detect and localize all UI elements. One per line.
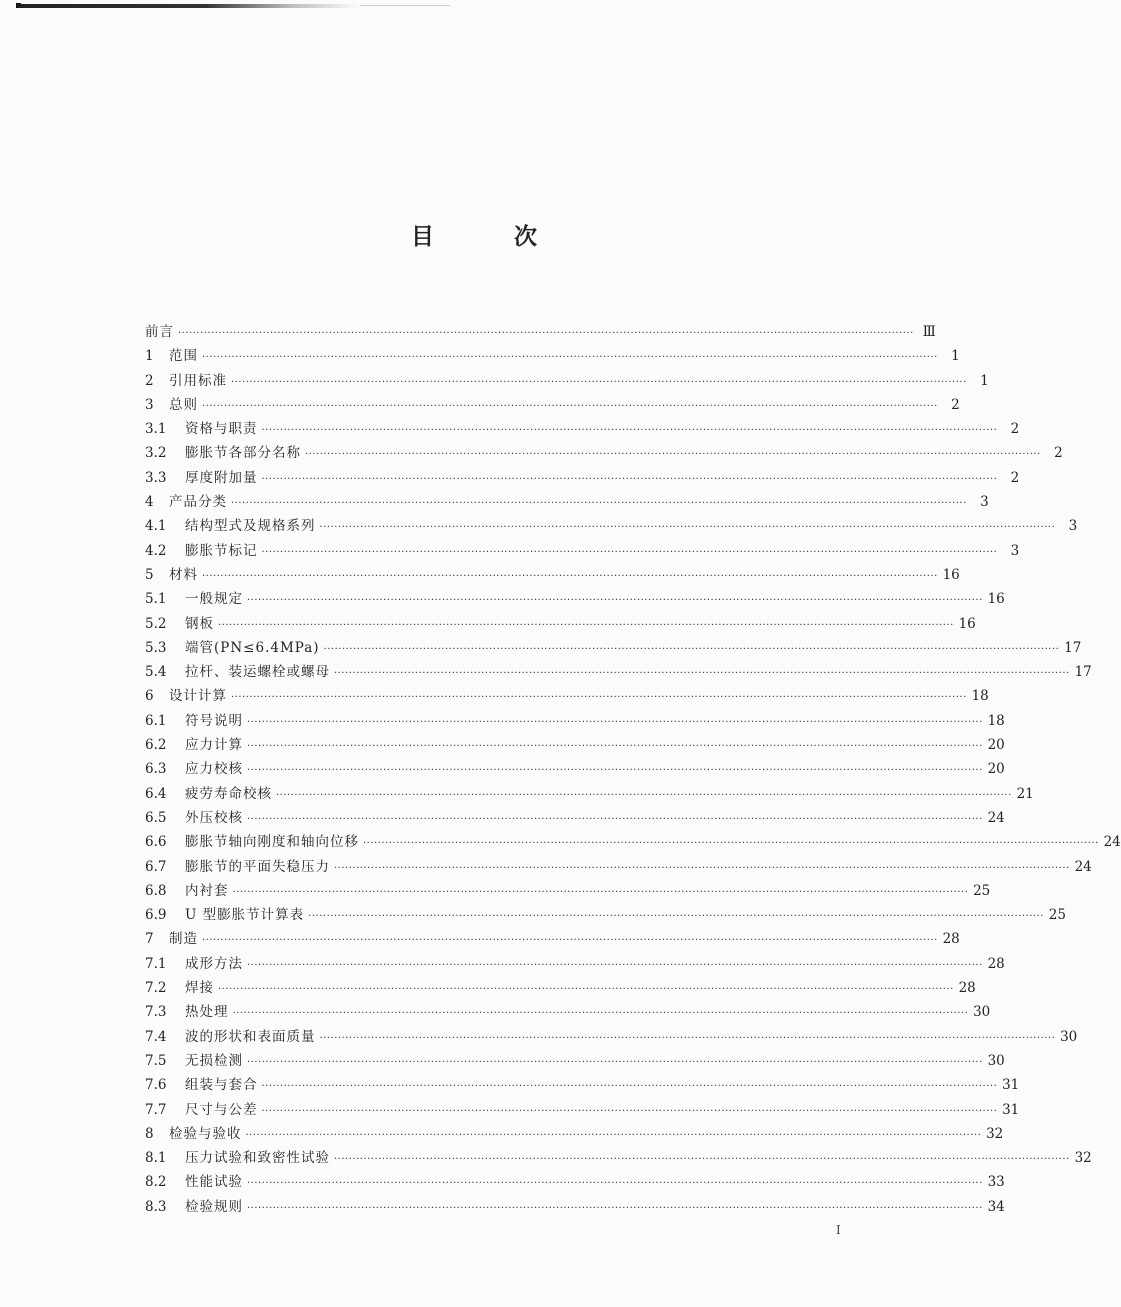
toc-entry[interactable] xyxy=(145,441,1063,465)
toc-entry-page: 31 xyxy=(1002,1077,1020,1094)
dot-leader: ········································································································································································································ xyxy=(261,1081,998,1093)
toc-entry-page: 3 xyxy=(980,494,989,511)
toc-entry-label: 材料 xyxy=(169,566,198,583)
toc-entry-label: 无损检测 xyxy=(185,1052,243,1069)
toc-entry[interactable] xyxy=(145,879,991,903)
dot-leader: ········································································································································································································ xyxy=(247,716,983,728)
toc-entry-label: 资格与职责 xyxy=(185,421,258,438)
toc-entry-number: 6.9 xyxy=(145,907,167,924)
toc-entry[interactable] xyxy=(145,709,1005,733)
toc-entry[interactable] xyxy=(145,1049,1005,1073)
dot-leader: ········································································································································································································ xyxy=(202,352,938,364)
dot-leader: ········································································································································································································ xyxy=(261,425,998,437)
toc-entry-label: 焊接 xyxy=(185,980,214,997)
toc-entry-page: 25 xyxy=(973,882,991,899)
toc-entry-number: 6.7 xyxy=(145,858,167,875)
toc-entry-page: 17 xyxy=(1064,639,1082,656)
toc-entry[interactable] xyxy=(145,612,976,636)
toc-entry-number: 4 xyxy=(145,494,154,511)
toc-entry[interactable] xyxy=(145,636,1082,660)
dot-leader: ········································································································································································································ xyxy=(247,1202,983,1214)
toc-entry[interactable] xyxy=(145,1146,1092,1170)
dot-leader: ········································································································································································································ xyxy=(218,984,954,996)
toc-entry-number: 5.1 xyxy=(145,591,167,608)
toc-entry[interactable] xyxy=(145,903,1066,927)
toc-entry-page: 32 xyxy=(1074,1150,1092,1167)
toc-entry-page: 32 xyxy=(986,1125,1004,1142)
toc-entry[interactable] xyxy=(145,514,1078,538)
toc-entry-page: 18 xyxy=(987,712,1005,729)
toc-entry[interactable] xyxy=(145,1195,1005,1219)
dot-leader: ········································································································································································································ xyxy=(247,959,983,971)
toc-entry[interactable] xyxy=(145,830,1121,854)
toc-entry-label: 膨胀节标记 xyxy=(185,542,258,559)
dot-leader: ········································································································································································································ xyxy=(305,449,1041,461)
toc-entry[interactable] xyxy=(145,369,989,393)
dot-leader: ········································································································································································································ xyxy=(231,376,967,388)
toc-entry-label: 尺寸与公差 xyxy=(185,1101,258,1118)
toc-entry[interactable] xyxy=(145,855,1092,879)
dot-leader: ········································································································································································································ xyxy=(245,1129,982,1141)
toc-entry-label: 波的形状和表面质量 xyxy=(185,1028,316,1045)
toc-entry-number: 6 xyxy=(145,688,154,705)
toc-entry-label: 膨胀节的平面失稳压力 xyxy=(185,858,330,875)
dot-leader: ········································································································································································································ xyxy=(308,911,1044,923)
toc-entry-number: 3.3 xyxy=(145,469,167,486)
toc-entry-label: 总则 xyxy=(169,396,198,413)
toc-entry-number: 5 xyxy=(145,566,154,583)
toc-entry-page: 20 xyxy=(987,761,1005,778)
toc-entry[interactable] xyxy=(145,1073,1020,1097)
toc-entry-number: 2 xyxy=(145,372,154,389)
toc-entry-page: 25 xyxy=(1048,907,1066,924)
toc-entry-page: 30 xyxy=(987,1052,1005,1069)
toc-entry-number: 8.2 xyxy=(145,1174,167,1191)
toc-entry-page: 33 xyxy=(987,1174,1005,1191)
toc-entry-label: 内衬套 xyxy=(185,882,229,899)
toc-entry-page: 3 xyxy=(1068,518,1078,535)
dot-leader: ········································································································································································································ xyxy=(363,838,1099,850)
toc-entry-label: 组装与套合 xyxy=(185,1077,258,1094)
page-title xyxy=(0,218,950,251)
toc-entry-label: 应力计算 xyxy=(185,737,243,754)
toc-entry-label: U 型膨胀节计算表 xyxy=(185,907,305,924)
toc-entry-page: 31 xyxy=(1002,1101,1020,1118)
toc-entry-label: 引用标准 xyxy=(169,372,227,389)
dot-leader: ········································································································································································································ xyxy=(319,522,1056,534)
toc-entry-label: 一般规定 xyxy=(185,591,243,608)
toc-entry-page: 16 xyxy=(958,615,976,632)
toc-entry-label: 检验与验收 xyxy=(169,1125,242,1142)
toc-entry[interactable] xyxy=(145,587,1005,611)
toc-entry-label: 钢板 xyxy=(185,615,214,632)
toc-entry[interactable] xyxy=(145,952,1005,976)
toc-entry[interactable] xyxy=(145,757,1005,781)
toc-entry-page: Ⅲ xyxy=(922,324,936,340)
toc-entry-page: 1 xyxy=(980,372,989,389)
dot-leader: ········································································································································································································ xyxy=(202,400,938,412)
dot-leader: ········································································································································································································ xyxy=(247,765,983,777)
toc-entry-page: 1 xyxy=(951,348,960,365)
toc-entry-number: 6.8 xyxy=(145,882,167,899)
scan-artifact xyxy=(18,4,358,8)
toc-entry-label: 外压校核 xyxy=(185,809,243,826)
toc-entry-label: 厚度附加量 xyxy=(185,469,258,486)
toc-entry[interactable] xyxy=(145,466,1020,490)
toc-entry-number: 7.6 xyxy=(145,1077,167,1094)
toc-entry-label: 压力试验和致密性试验 xyxy=(185,1150,330,1167)
toc-entry-number: 8.1 xyxy=(145,1150,167,1167)
dot-leader: ········································································································································································································ xyxy=(247,1178,983,1190)
toc-entry[interactable] xyxy=(145,976,976,1000)
dot-leader: ········································································································································································································ xyxy=(232,886,969,898)
toc-entry-page: 24 xyxy=(987,809,1005,826)
dot-leader: ········································································································································································································ xyxy=(247,1056,983,1068)
toc-entry-label: 膨胀节各部分名称 xyxy=(185,445,301,462)
dot-leader: ········································································································································································································ xyxy=(178,328,914,339)
toc-entry-number: 4.2 xyxy=(145,542,167,559)
dot-leader: ········································································································································································································ xyxy=(202,570,938,582)
toc-entry[interactable] xyxy=(145,782,1034,806)
toc-entry[interactable] xyxy=(145,1170,1005,1194)
toc-entry-page: 34 xyxy=(987,1198,1005,1215)
toc-entry[interactable] xyxy=(145,393,960,417)
toc-entry-number: 6.1 xyxy=(145,712,167,729)
toc-entry-page: 3 xyxy=(1010,542,1020,559)
toc-entry-number: 1 xyxy=(145,348,154,365)
toc-entry-number: 6.5 xyxy=(145,809,167,826)
toc-entry-number: 6.4 xyxy=(145,785,167,802)
dot-leader: ········································································································································································································ xyxy=(247,595,983,607)
toc-entry-number: 7.7 xyxy=(145,1101,167,1118)
dot-leader: ········································································································································································································ xyxy=(202,935,938,947)
toc-entry-page: 2 xyxy=(951,396,960,413)
toc-entry-label: 应力校核 xyxy=(185,761,243,778)
toc-entry-page: 24 xyxy=(1074,858,1092,875)
dot-leader: ········································································································································································································ xyxy=(334,1154,1070,1166)
toc-entry-number: 8 xyxy=(145,1125,154,1142)
dot-leader: ········································································································································································································ xyxy=(231,498,967,510)
toc-entry[interactable] xyxy=(145,1000,991,1024)
toc-entry[interactable] xyxy=(145,490,989,514)
toc-entry-page: 30 xyxy=(1060,1028,1078,1045)
dot-leader: ········································································································································································································ xyxy=(334,668,1070,680)
toc-entry-label: 端管(PN≤6.4MPa) xyxy=(185,639,320,656)
toc-entry-number: 6.3 xyxy=(145,761,167,778)
toc-entry[interactable] xyxy=(145,1025,1078,1049)
toc-entry-number: 8.3 xyxy=(145,1198,167,1215)
toc-entry[interactable] xyxy=(145,806,1005,830)
dot-leader: ········································································································································································································ xyxy=(247,813,983,825)
toc-entry-label: 疲劳寿命校核 xyxy=(185,785,272,802)
toc-entry[interactable] xyxy=(145,733,1005,757)
toc-entry[interactable] xyxy=(145,660,1092,684)
toc-entry[interactable] xyxy=(145,684,989,708)
dot-leader: ········································································································································································································ xyxy=(231,692,967,704)
toc-entry-label: 检验规则 xyxy=(185,1198,243,1215)
dot-leader: ········································································································································································································ xyxy=(261,473,998,485)
toc-entry-page: 24 xyxy=(1103,834,1121,851)
toc-entry-label: 结构型式及规格系列 xyxy=(185,518,316,535)
toc-entry[interactable] xyxy=(145,417,1020,441)
toc-entry-number: 7 xyxy=(145,931,154,948)
dot-leader: ········································································································································································································ xyxy=(232,1008,969,1020)
title-char: 次 xyxy=(514,224,539,250)
toc-entry-number: 7.5 xyxy=(145,1052,167,1069)
dot-leader: ········································································································································································································ xyxy=(261,546,998,558)
dot-leader: ········································································································································································································ xyxy=(276,789,1012,801)
toc-entry[interactable] xyxy=(145,320,936,344)
toc-entry-page: 20 xyxy=(987,737,1005,754)
toc-entry-number: 6.6 xyxy=(145,834,167,851)
toc-entry-label: 设计计算 xyxy=(169,688,227,705)
toc-entry-label: 前言 xyxy=(145,324,174,340)
table-of-contents xyxy=(145,320,1121,1219)
toc-entry-page: 2 xyxy=(1054,445,1063,462)
dot-leader: ········································································································································································································ xyxy=(319,1032,1056,1044)
toc-entry-page: 17 xyxy=(1074,664,1092,681)
scan-artifact xyxy=(360,5,450,6)
toc-entry-number: 3.1 xyxy=(145,421,167,438)
toc-entry[interactable] xyxy=(145,927,960,951)
toc-entry-number: 5.2 xyxy=(145,615,167,632)
dot-leader: ········································································································································································································ xyxy=(247,741,983,753)
toc-entry-page: 28 xyxy=(987,955,1005,972)
toc-entry-page: 16 xyxy=(987,591,1005,608)
toc-entry-number: 3.2 xyxy=(145,445,167,462)
toc-entry-label: 符号说明 xyxy=(185,712,243,729)
toc-entry-label: 产品分类 xyxy=(169,494,227,511)
toc-entry[interactable] xyxy=(145,1098,1020,1122)
toc-entry-number: 7.2 xyxy=(145,980,167,997)
toc-entry-number: 6.2 xyxy=(145,737,167,754)
toc-entry-label: 范围 xyxy=(169,348,198,365)
toc-entry[interactable] xyxy=(145,539,1020,563)
toc-entry-label: 制造 xyxy=(169,931,198,948)
toc-entry-page: 28 xyxy=(958,980,976,997)
dot-leader: ········································································································································································································ xyxy=(334,862,1070,874)
toc-entry-number: 7.3 xyxy=(145,1004,167,1021)
toc-entry-label: 拉杆、装运螺栓或螺母 xyxy=(185,664,330,681)
page-number: I xyxy=(836,1223,841,1237)
dot-leader: ········································································································································································································ xyxy=(323,643,1060,655)
toc-entry-page: 28 xyxy=(942,931,960,948)
toc-entry-page: 16 xyxy=(942,566,960,583)
toc-entry[interactable] xyxy=(145,563,960,587)
toc-entry-label: 膨胀节轴向刚度和轴向位移 xyxy=(185,834,359,851)
toc-entry-label: 成形方法 xyxy=(185,955,243,972)
toc-entry-label: 热处理 xyxy=(185,1004,229,1021)
toc-entry-page: 18 xyxy=(971,688,989,705)
toc-entry-number: 5.3 xyxy=(145,639,167,656)
toc-entry-number: 7.4 xyxy=(145,1028,167,1045)
toc-entry-page: 2 xyxy=(1010,421,1020,438)
dot-leader: ········································································································································································································ xyxy=(261,1105,998,1117)
toc-entry-page: 21 xyxy=(1016,785,1034,802)
toc-entry-page: 30 xyxy=(973,1004,991,1021)
title-char: 目 xyxy=(411,224,436,250)
toc-entry-number: 4.1 xyxy=(145,518,167,535)
toc-entry[interactable] xyxy=(145,344,960,368)
toc-entry-number: 3 xyxy=(145,396,154,413)
toc-entry-number: 5.4 xyxy=(145,664,167,681)
toc-entry-label: 性能试验 xyxy=(185,1174,243,1191)
dot-leader: ········································································································································································································ xyxy=(218,619,954,631)
toc-entry-number: 7.1 xyxy=(145,955,167,972)
toc-entry[interactable] xyxy=(145,1122,1004,1146)
toc-entry-page: 2 xyxy=(1010,469,1020,486)
